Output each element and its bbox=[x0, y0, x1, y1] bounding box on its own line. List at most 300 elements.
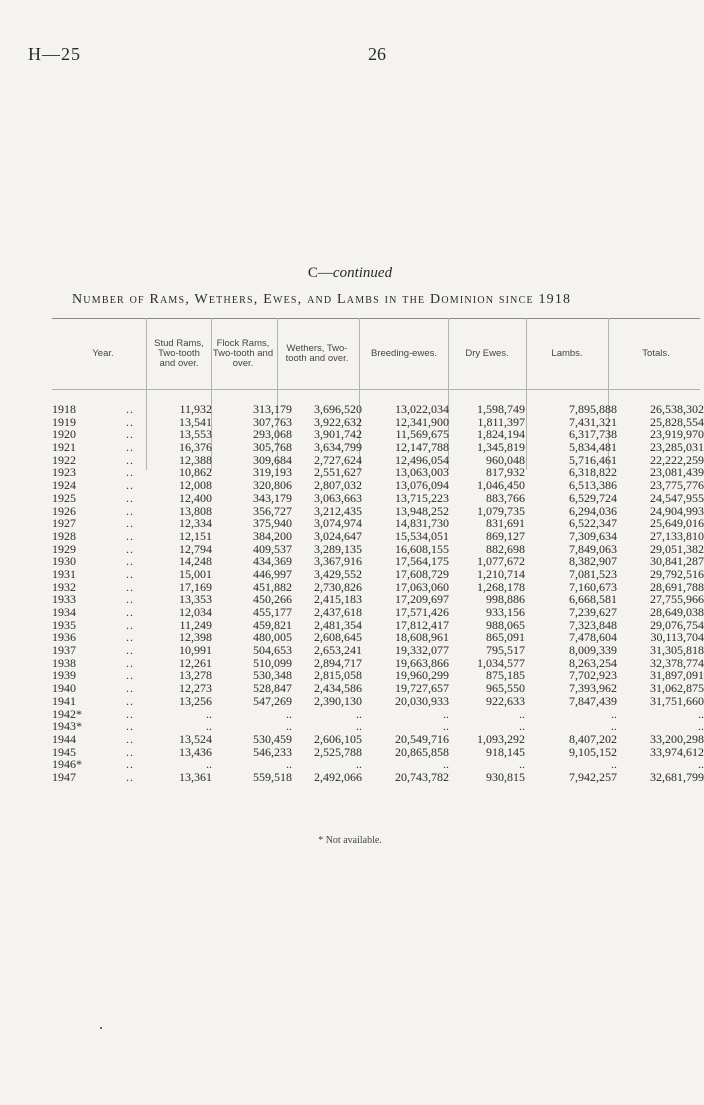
leader-dots: .. bbox=[126, 769, 134, 784]
leader-dots: .. bbox=[126, 440, 134, 455]
cell-flock-rams: 293,068 bbox=[253, 427, 292, 442]
cell-flock-rams: 309,684 bbox=[253, 452, 292, 467]
cell-dry-ewes: .. bbox=[519, 706, 525, 721]
cell-breeding-ewes: 17,564,175 bbox=[395, 554, 449, 569]
cell-dry-ewes: 1,811,397 bbox=[477, 414, 525, 429]
cell-lambs: 7,309,634 bbox=[569, 528, 617, 543]
cell-totals: 24,547,955 bbox=[650, 490, 704, 505]
cell-totals: 26,538,302 bbox=[650, 402, 704, 416]
cell-stud-rams: 13,436 bbox=[179, 744, 212, 759]
leader-dots: .. bbox=[126, 731, 134, 746]
cell-lambs: 6,668,581 bbox=[569, 592, 617, 607]
cell-totals: 28,691,788 bbox=[650, 579, 704, 594]
cell-dry-ewes: 1,598,749 bbox=[477, 402, 525, 416]
cell-year: 1943* bbox=[52, 719, 82, 734]
footnote: * Not available. bbox=[318, 835, 382, 846]
cell-breeding-ewes: 20,865,858 bbox=[395, 744, 449, 759]
cell-breeding-ewes: .. bbox=[443, 706, 449, 721]
cell-flock-rams: 504,653 bbox=[253, 643, 292, 658]
cell-lambs: 7,081,523 bbox=[569, 566, 617, 581]
cell-wethers: 3,922,632 bbox=[314, 414, 362, 429]
cell-flock-rams: 375,940 bbox=[253, 516, 292, 531]
cell-stud-rams: 13,278 bbox=[179, 668, 212, 683]
cell-year: 1947 bbox=[52, 769, 76, 784]
cell-stud-rams: 10,991 bbox=[179, 643, 212, 658]
cell-dry-ewes: 1,210,714 bbox=[477, 566, 525, 581]
cell-lambs: 5,716,461 bbox=[569, 452, 617, 467]
cell-flock-rams: 434,369 bbox=[253, 554, 292, 569]
table-row bbox=[52, 440, 704, 455]
table-title: Number of Rams, Wethers, Ewes, and Lambs in the Dominion since 1918 bbox=[72, 292, 572, 307]
leader-dots: .. bbox=[126, 452, 134, 467]
cell-totals: 25,828,554 bbox=[650, 414, 704, 429]
cell-totals: 30,113,704 bbox=[650, 630, 704, 645]
page-header-left: H—25 bbox=[28, 44, 81, 64]
cell-dry-ewes: 869,127 bbox=[486, 528, 525, 543]
cell-breeding-ewes: 15,534,051 bbox=[395, 528, 449, 543]
cell-breeding-ewes: 12,496,054 bbox=[395, 452, 449, 467]
cell-totals: 31,897,091 bbox=[650, 668, 704, 683]
cell-year: 1923 bbox=[52, 465, 76, 480]
leader-dots: .. bbox=[126, 719, 134, 734]
cell-totals: 32,378,774 bbox=[650, 655, 704, 670]
cell-wethers: 3,429,552 bbox=[314, 566, 362, 581]
cell-wethers: .. bbox=[356, 706, 362, 721]
section-letter: C bbox=[307, 265, 318, 281]
cell-stud-rams: 13,361 bbox=[179, 769, 212, 784]
cell-year: 1936 bbox=[52, 630, 76, 645]
cell-stud-rams: 12,398 bbox=[179, 630, 212, 645]
cell-totals: 29,051,382 bbox=[650, 541, 704, 556]
cell-flock-rams: 547,269 bbox=[253, 693, 292, 708]
cell-breeding-ewes: 13,076,094 bbox=[395, 478, 449, 493]
cell-wethers: 2,730,826 bbox=[314, 579, 362, 594]
cell-lambs: 6,318,822 bbox=[569, 465, 617, 480]
cell-totals: 31,062,875 bbox=[650, 681, 704, 696]
cell-lambs: 7,849,063 bbox=[569, 541, 617, 556]
page-number: 26 bbox=[368, 44, 386, 64]
cell-breeding-ewes: 11,569,675 bbox=[395, 427, 449, 442]
cell-flock-rams: 320,806 bbox=[253, 478, 292, 493]
leader-dots: .. bbox=[126, 668, 134, 683]
cell-wethers: 2,551,627 bbox=[314, 465, 362, 480]
section-heading: C—continued bbox=[307, 265, 393, 281]
table-row bbox=[52, 478, 704, 493]
cell-stud-rams: 13,256 bbox=[179, 693, 212, 708]
col-dry-ewes-header: Dry Ewes. bbox=[465, 348, 509, 359]
cell-stud-rams: 11,249 bbox=[179, 617, 212, 632]
cell-totals: 29,076,754 bbox=[650, 617, 704, 632]
cell-flock-rams: 546,233 bbox=[253, 744, 292, 759]
cell-breeding-ewes: 13,022,034 bbox=[395, 402, 449, 416]
leader-dots: .. bbox=[126, 554, 134, 569]
cell-dry-ewes: 1,079,735 bbox=[477, 503, 525, 518]
cell-totals: 31,751,660 bbox=[650, 693, 704, 708]
section-continued: continued bbox=[332, 265, 393, 281]
leader-dots: .. bbox=[126, 414, 134, 429]
cell-stud-rams: 13,524 bbox=[179, 731, 212, 746]
cell-totals: .. bbox=[698, 757, 704, 772]
col-lambs-header: Lambs. bbox=[551, 348, 583, 359]
table-row bbox=[52, 693, 704, 708]
cell-lambs: 8,382,907 bbox=[569, 554, 617, 569]
cell-year: 1924 bbox=[52, 478, 76, 493]
cell-wethers: 2,727,624 bbox=[314, 452, 362, 467]
cell-stud-rams: 12,794 bbox=[179, 541, 212, 556]
cell-lambs: 7,478,604 bbox=[569, 630, 617, 645]
cell-totals: 31,305,818 bbox=[650, 643, 704, 658]
cell-flock-rams: 384,200 bbox=[253, 528, 292, 543]
cell-flock-rams: 305,768 bbox=[253, 440, 292, 455]
cell-stud-rams: .. bbox=[206, 719, 212, 734]
cell-dry-ewes: 922,633 bbox=[486, 693, 525, 708]
cell-year: 1921 bbox=[52, 440, 76, 455]
cell-breeding-ewes: 18,608,961 bbox=[395, 630, 449, 645]
cell-year: 1938 bbox=[52, 655, 76, 670]
cell-breeding-ewes: 13,715,223 bbox=[395, 490, 449, 505]
cell-wethers: 2,525,788 bbox=[314, 744, 362, 759]
cell-lambs: 8,263,254 bbox=[569, 655, 617, 670]
col-breeding-ewes-header: Breeding-ewes. bbox=[370, 348, 437, 359]
cell-year: 1927 bbox=[52, 516, 76, 531]
cell-dry-ewes: 960,048 bbox=[486, 452, 525, 467]
cell-stud-rams: 12,151 bbox=[179, 528, 212, 543]
cell-lambs: 7,239,627 bbox=[569, 605, 617, 619]
cell-flock-rams: 319,193 bbox=[253, 465, 292, 480]
cell-flock-rams: 307,763 bbox=[253, 414, 292, 429]
cell-stud-rams: 12,334 bbox=[179, 516, 212, 531]
cell-dry-ewes: 988,065 bbox=[486, 617, 525, 632]
table-row bbox=[52, 681, 704, 696]
cell-year: 1942* bbox=[52, 706, 82, 721]
cell-stud-rams: 12,008 bbox=[179, 478, 212, 493]
cell-dry-ewes: 998,886 bbox=[486, 592, 525, 607]
cell-flock-rams: 356,727 bbox=[253, 503, 292, 518]
cell-breeding-ewes: 17,063,060 bbox=[395, 579, 449, 594]
cell-totals: 33,974,612 bbox=[650, 744, 704, 759]
cell-breeding-ewes: 17,608,729 bbox=[395, 566, 449, 581]
cell-year: 1929 bbox=[52, 541, 76, 556]
cell-wethers: 3,901,742 bbox=[314, 427, 362, 442]
table-row bbox=[52, 566, 704, 581]
cell-flock-rams: .. bbox=[286, 706, 292, 721]
cell-breeding-ewes: 20,030,933 bbox=[395, 693, 449, 708]
leader-dots: .. bbox=[126, 465, 134, 480]
cell-dry-ewes: 1,268,178 bbox=[477, 579, 525, 594]
leader-dots: .. bbox=[126, 516, 134, 531]
cell-wethers: 3,289,135 bbox=[314, 541, 362, 556]
cell-breeding-ewes: 17,571,426 bbox=[395, 605, 449, 619]
cell-stud-rams: 15,001 bbox=[179, 566, 212, 581]
col-year-header: Year. bbox=[92, 348, 114, 359]
cell-dry-ewes: 1,077,672 bbox=[477, 554, 525, 569]
cell-stud-rams: 13,541 bbox=[179, 414, 212, 429]
cell-breeding-ewes: 19,663,866 bbox=[395, 655, 449, 670]
leader-dots: .. bbox=[126, 592, 134, 607]
cell-wethers: 3,367,916 bbox=[314, 554, 362, 569]
cell-totals: 33,200,298 bbox=[650, 731, 704, 746]
cell-wethers: 2,894,717 bbox=[314, 655, 362, 670]
cell-wethers: 2,390,130 bbox=[314, 693, 362, 708]
cell-totals: 23,919,970 bbox=[650, 427, 704, 442]
leader-dots: .. bbox=[126, 528, 134, 543]
cell-lambs: 7,847,439 bbox=[569, 693, 617, 708]
cell-wethers: 2,807,032 bbox=[314, 478, 362, 493]
cell-stud-rams: .. bbox=[206, 757, 212, 772]
cell-breeding-ewes: 19,332,077 bbox=[395, 643, 449, 658]
cell-flock-rams: 528,847 bbox=[253, 681, 292, 696]
cell-totals: .. bbox=[698, 719, 704, 734]
leader-dots: .. bbox=[126, 541, 134, 556]
cell-dry-ewes: 918,145 bbox=[486, 744, 525, 759]
cell-wethers: 3,024,647 bbox=[314, 528, 362, 543]
cell-year: 1935 bbox=[52, 617, 76, 632]
cell-breeding-ewes: 19,727,657 bbox=[395, 681, 449, 696]
cell-year: 1939 bbox=[52, 668, 76, 683]
cell-lambs: 6,294,036 bbox=[569, 503, 617, 518]
cell-wethers: 3,074,974 bbox=[314, 516, 362, 531]
cell-year: 1928 bbox=[52, 528, 76, 543]
cell-flock-rams: 446,997 bbox=[253, 566, 292, 581]
cell-dry-ewes: 965,550 bbox=[486, 681, 525, 696]
cell-flock-rams: 313,179 bbox=[253, 402, 292, 416]
leader-dots: .. bbox=[126, 566, 134, 581]
cell-breeding-ewes: 20,549,716 bbox=[395, 731, 449, 746]
leader-dots: .. bbox=[126, 706, 134, 721]
cell-breeding-ewes: 16,608,155 bbox=[395, 541, 449, 556]
cell-lambs: 7,431,321 bbox=[569, 414, 617, 429]
cell-year: 1925 bbox=[52, 490, 76, 505]
cell-stud-rams: 17,169 bbox=[179, 579, 212, 594]
leader-dots: .. bbox=[126, 605, 134, 619]
cell-lambs: 7,702,923 bbox=[569, 668, 617, 683]
table-row bbox=[52, 516, 704, 531]
leader-dots: .. bbox=[126, 693, 134, 708]
cell-year: 1940 bbox=[52, 681, 76, 696]
table-row bbox=[52, 528, 704, 543]
cell-flock-rams: .. bbox=[286, 757, 292, 772]
col-wethers-header: Wethers, Two-tooth and over. bbox=[285, 343, 349, 364]
cell-stud-rams: 16,376 bbox=[179, 440, 212, 455]
cell-wethers: 2,608,645 bbox=[314, 630, 362, 645]
cell-flock-rams: 530,348 bbox=[253, 668, 292, 683]
cell-stud-rams: 10,862 bbox=[179, 465, 212, 480]
cell-year: 1930 bbox=[52, 554, 76, 569]
cell-dry-ewes: .. bbox=[519, 757, 525, 772]
cell-totals: 30,841,287 bbox=[650, 554, 704, 569]
leader-dots: .. bbox=[126, 427, 134, 442]
cell-dry-ewes: 831,691 bbox=[486, 516, 525, 531]
leader-dots: .. bbox=[126, 630, 134, 645]
cell-breeding-ewes: 14,831,730 bbox=[395, 516, 449, 531]
table-body bbox=[52, 402, 704, 784]
cell-lambs: 5,834,481 bbox=[569, 440, 617, 455]
cell-lambs: 6,317,738 bbox=[569, 427, 617, 442]
cell-dry-ewes: 1,034,577 bbox=[477, 655, 525, 670]
cell-lambs: 7,323,848 bbox=[569, 617, 617, 632]
leader-dots: .. bbox=[126, 503, 134, 518]
table-row bbox=[52, 643, 704, 658]
cell-wethers: 2,415,183 bbox=[314, 592, 362, 607]
cell-stud-rams: 12,273 bbox=[179, 681, 212, 696]
cell-stud-rams: 12,261 bbox=[179, 655, 212, 670]
cell-totals: 32,681,799 bbox=[650, 769, 704, 784]
cell-wethers: 2,606,105 bbox=[314, 731, 362, 746]
table-row bbox=[52, 402, 704, 416]
col-totals-header: Totals. bbox=[642, 348, 670, 359]
cell-year: 1922 bbox=[52, 452, 76, 467]
cell-wethers: .. bbox=[356, 719, 362, 734]
cell-totals: 23,081,439 bbox=[650, 465, 704, 480]
cell-lambs: 9,105,152 bbox=[569, 744, 617, 759]
cell-stud-rams: 14,248 bbox=[179, 554, 212, 569]
cell-totals: 27,755,966 bbox=[650, 592, 704, 607]
cell-flock-rams: 510,099 bbox=[253, 655, 292, 670]
cell-dry-ewes: 882,698 bbox=[486, 541, 525, 556]
table-row bbox=[52, 490, 704, 505]
table-row bbox=[52, 744, 704, 759]
col-flock-rams-header: Flock Rams, Two-tooth and over. bbox=[212, 338, 274, 369]
cell-stud-rams: 11,932 bbox=[179, 402, 212, 416]
leader-dots: .. bbox=[126, 757, 134, 772]
cell-breeding-ewes: .. bbox=[443, 757, 449, 772]
cell-year: 1945 bbox=[52, 744, 76, 759]
table-row bbox=[52, 731, 704, 746]
table-row bbox=[52, 605, 704, 619]
cell-stud-rams: 13,808 bbox=[179, 503, 212, 518]
cell-stud-rams: 12,400 bbox=[179, 490, 212, 505]
cell-wethers: .. bbox=[356, 757, 362, 772]
cell-flock-rams: 409,537 bbox=[253, 541, 292, 556]
cell-wethers: 3,696,520 bbox=[314, 402, 362, 416]
cell-wethers: 2,815,058 bbox=[314, 668, 362, 683]
cell-breeding-ewes: 20,743,782 bbox=[395, 769, 449, 784]
cell-year: 1931 bbox=[52, 566, 76, 581]
leader-dots: .. bbox=[126, 402, 134, 416]
cell-year: 1944 bbox=[52, 731, 76, 746]
cell-year: 1926 bbox=[52, 503, 76, 518]
cell-totals: 23,775,776 bbox=[650, 478, 704, 493]
cell-wethers: 2,434,586 bbox=[314, 681, 362, 696]
cell-dry-ewes: 883,766 bbox=[486, 490, 525, 505]
cell-breeding-ewes: 12,341,900 bbox=[395, 414, 449, 429]
table-row bbox=[52, 769, 704, 784]
cell-flock-rams: 451,882 bbox=[253, 579, 292, 594]
cell-year: 1937 bbox=[52, 643, 76, 658]
cell-flock-rams: 559,518 bbox=[253, 769, 292, 784]
cell-wethers: 2,492,066 bbox=[314, 769, 362, 784]
cell-flock-rams: 343,179 bbox=[253, 490, 292, 505]
cell-dry-ewes: 1,093,292 bbox=[477, 731, 525, 746]
cell-totals: 25,649,016 bbox=[650, 516, 704, 531]
cell-breeding-ewes: 13,948,252 bbox=[395, 503, 449, 518]
cell-lambs: 7,895,888 bbox=[569, 402, 617, 416]
cell-year: 1919 bbox=[52, 414, 76, 429]
cell-totals: .. bbox=[698, 706, 704, 721]
cell-flock-rams: .. bbox=[286, 719, 292, 734]
cell-stud-rams: .. bbox=[206, 706, 212, 721]
cell-wethers: 3,634,799 bbox=[314, 440, 362, 455]
cell-year: 1933 bbox=[52, 592, 76, 607]
table-top-rule bbox=[52, 318, 700, 319]
cell-dry-ewes: 1,345,819 bbox=[477, 440, 525, 455]
cell-lambs: .. bbox=[611, 719, 617, 734]
cell-lambs: .. bbox=[611, 706, 617, 721]
cell-stud-rams: 13,353 bbox=[179, 592, 212, 607]
cell-totals: 23,285,031 bbox=[650, 440, 704, 455]
cell-stud-rams: 13,553 bbox=[179, 427, 212, 442]
leader-dots: .. bbox=[126, 478, 134, 493]
cell-flock-rams: 459,821 bbox=[253, 617, 292, 632]
cell-lambs: 7,160,673 bbox=[569, 579, 617, 594]
cell-breeding-ewes: 13,063,003 bbox=[395, 465, 449, 480]
cell-dry-ewes: 933,156 bbox=[486, 605, 525, 619]
cell-lambs: 6,529,724 bbox=[569, 490, 617, 505]
leader-dots: .. bbox=[126, 617, 134, 632]
table-header-rule bbox=[52, 389, 700, 390]
cell-year: 1946* bbox=[52, 757, 82, 772]
cell-flock-rams: 455,177 bbox=[253, 605, 292, 619]
cell-breeding-ewes: 17,209,697 bbox=[395, 592, 449, 607]
cell-flock-rams: 480,005 bbox=[253, 630, 292, 645]
cell-dry-ewes: 1,824,194 bbox=[477, 427, 525, 442]
cell-flock-rams: 450,266 bbox=[253, 592, 292, 607]
cell-totals: 24,904,993 bbox=[650, 503, 704, 518]
cell-totals: 27,133,810 bbox=[650, 528, 704, 543]
cell-dry-ewes: 1,046,450 bbox=[477, 478, 525, 493]
col-stud-rams-header: Stud Rams, Two-tooth and over. bbox=[154, 338, 204, 369]
leader-dots: .. bbox=[126, 655, 134, 670]
cell-lambs: 6,522,347 bbox=[569, 516, 617, 531]
cell-wethers: 2,653,241 bbox=[314, 643, 362, 658]
cell-wethers: 2,437,618 bbox=[314, 605, 362, 619]
cell-breeding-ewes: 19,960,299 bbox=[395, 668, 449, 683]
leader-dots: .. bbox=[126, 579, 134, 594]
stray-mark bbox=[100, 1027, 102, 1029]
cell-totals: 29,792,516 bbox=[650, 566, 704, 581]
cell-wethers: 3,063,663 bbox=[314, 490, 362, 505]
cell-totals: 22,222,259 bbox=[650, 452, 704, 467]
cell-dry-ewes: 817,932 bbox=[486, 465, 525, 480]
cell-wethers: 2,481,354 bbox=[314, 617, 362, 632]
cell-dry-ewes: 875,185 bbox=[486, 668, 525, 683]
cell-year: 1934 bbox=[52, 605, 76, 619]
leader-dots: .. bbox=[126, 490, 134, 505]
table-row bbox=[52, 706, 704, 721]
cell-lambs: .. bbox=[611, 757, 617, 772]
cell-stud-rams: 12,388 bbox=[179, 452, 212, 467]
cell-dry-ewes: .. bbox=[519, 719, 525, 734]
cell-lambs: 7,393,962 bbox=[569, 681, 617, 696]
cell-year: 1918 bbox=[52, 402, 76, 416]
leader-dots: .. bbox=[126, 681, 134, 696]
cell-year: 1920 bbox=[52, 427, 76, 442]
leader-dots: .. bbox=[126, 744, 134, 759]
cell-totals: 28,649,038 bbox=[650, 605, 704, 619]
cell-dry-ewes: 795,517 bbox=[486, 643, 525, 658]
cell-breeding-ewes: 12,147,788 bbox=[395, 440, 449, 455]
cell-lambs: 8,009,339 bbox=[569, 643, 617, 658]
leader-dots: .. bbox=[126, 643, 134, 658]
cell-breeding-ewes: .. bbox=[443, 719, 449, 734]
cell-flock-rams: 530,459 bbox=[253, 731, 292, 746]
cell-lambs: 7,942,257 bbox=[569, 769, 617, 784]
cell-dry-ewes: 865,091 bbox=[486, 630, 525, 645]
cell-lambs: 8,407,202 bbox=[569, 731, 617, 746]
table-row bbox=[52, 719, 704, 734]
cell-dry-ewes: 930,815 bbox=[486, 769, 525, 784]
cell-wethers: 3,212,435 bbox=[314, 503, 362, 518]
